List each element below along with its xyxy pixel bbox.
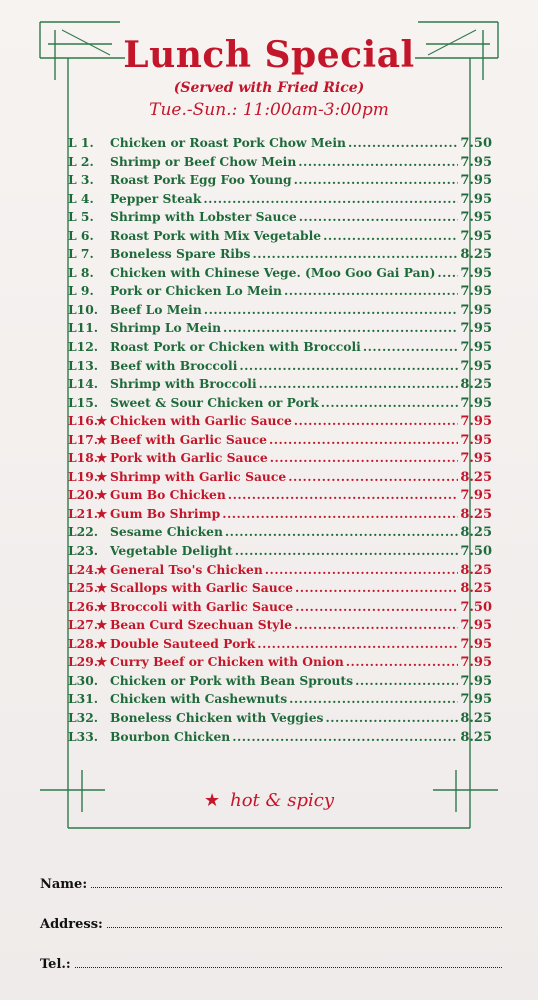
menu-item-name: Sesame Chicken bbox=[110, 524, 223, 540]
menu-item-price: 7.95 bbox=[460, 228, 492, 244]
menu-item-code: L25. bbox=[68, 580, 99, 596]
menu-item-price: 7.95 bbox=[460, 321, 492, 337]
menu-item-name: Scallops with Garlic Sauce bbox=[110, 580, 294, 596]
order-form bbox=[40, 875, 502, 995]
menu-item-name: Roast Pork or Chicken with Broccoli bbox=[110, 339, 361, 355]
menu-item-code: L 5. bbox=[68, 209, 94, 225]
menu-item bbox=[68, 191, 492, 210]
dot-leader bbox=[348, 135, 458, 150]
name-label: Name: bbox=[40, 877, 88, 892]
menu-item-name: Beef with Garlic Sauce bbox=[110, 431, 267, 447]
menu-item-price: 8.25 bbox=[460, 377, 492, 393]
menu-item-code: L27. bbox=[68, 617, 99, 633]
menu-item bbox=[68, 691, 492, 710]
menu-item-name: Beef Lo Mein bbox=[110, 301, 202, 317]
menu-item bbox=[68, 283, 492, 302]
menu-item-name: Pepper Steak bbox=[110, 190, 202, 206]
dot-leader bbox=[270, 450, 458, 465]
menu-item-code: L15. bbox=[68, 394, 99, 410]
menu-item-price: 7.50 bbox=[460, 599, 492, 615]
spicy-star-icon: ★ bbox=[96, 468, 108, 484]
menu-item bbox=[68, 358, 492, 377]
menu-item-name: Broccoli with Garlic Sauce bbox=[110, 598, 294, 614]
menu-item-code: L26. bbox=[68, 598, 99, 614]
dot-leader bbox=[355, 673, 458, 688]
dot-leader bbox=[223, 320, 458, 335]
menu-item-price: 8.25 bbox=[460, 506, 492, 522]
menu-item-price: 7.95 bbox=[460, 655, 492, 671]
menu-item-price: 7.50 bbox=[460, 136, 492, 151]
dot-leader bbox=[294, 172, 458, 187]
address-label: Address: bbox=[40, 917, 103, 932]
menu-item-price: 7.95 bbox=[460, 673, 492, 689]
menu-item bbox=[68, 339, 492, 358]
menu-item-code: L13. bbox=[68, 357, 99, 373]
menu-item-price: 8.25 bbox=[460, 247, 492, 263]
menu-item-code: L29. bbox=[68, 654, 99, 670]
spicy-star-icon: ★ bbox=[96, 505, 108, 521]
spicy-star-icon: ★ bbox=[96, 487, 108, 503]
dot-leader bbox=[225, 524, 458, 539]
dot-leader bbox=[239, 358, 458, 373]
tel-label: Tel.: bbox=[40, 957, 71, 972]
menu-item-code: L18. bbox=[68, 450, 99, 466]
dot-leader bbox=[298, 154, 458, 169]
menu-item-code: L21. bbox=[68, 505, 99, 521]
menu-item bbox=[68, 654, 492, 673]
menu-item-name: Gum Bo Chicken bbox=[110, 487, 226, 503]
menu-item bbox=[68, 580, 492, 599]
menu-item-price: 7.95 bbox=[460, 154, 492, 170]
menu-item-price: 7.95 bbox=[460, 173, 492, 189]
spicy-star-icon: ★ bbox=[96, 635, 108, 651]
menu-item bbox=[68, 172, 492, 191]
dot-leader bbox=[252, 246, 458, 261]
menu-item bbox=[68, 228, 492, 247]
dot-leader bbox=[346, 654, 458, 669]
menu-item-code: L11. bbox=[68, 320, 99, 336]
name-field[interactable] bbox=[91, 875, 502, 888]
menu-item-name: Bean Curd Szechuan Style bbox=[110, 617, 292, 633]
menu-item-name: Beef with Broccoli bbox=[110, 357, 238, 373]
menu-item-name: Pork or Chicken Lo Mein bbox=[110, 283, 282, 299]
menu-item bbox=[68, 413, 492, 432]
menu-item-price: 7.95 bbox=[460, 340, 492, 356]
menu-item-price: 8.25 bbox=[460, 729, 492, 745]
menu-item-name: Shrimp with Garlic Sauce bbox=[110, 468, 287, 484]
menu-item-price: 7.95 bbox=[460, 210, 492, 226]
dot-leader bbox=[232, 729, 458, 744]
address-field[interactable] bbox=[107, 915, 502, 928]
spicy-star-icon: ★ bbox=[96, 450, 108, 466]
menu-item-name: Pork with Garlic Sauce bbox=[110, 450, 268, 466]
menu-item-price: 7.95 bbox=[460, 636, 492, 652]
menu-item-code: L23. bbox=[68, 543, 99, 559]
dot-leader bbox=[295, 580, 458, 595]
spicy-star-icon: ★ bbox=[96, 561, 108, 577]
dot-leader bbox=[222, 506, 458, 521]
menu-item-price: 7.95 bbox=[460, 358, 492, 374]
menu-item bbox=[68, 710, 492, 729]
menu-item-price: 7.95 bbox=[460, 618, 492, 634]
dot-leader bbox=[323, 228, 458, 243]
spicy-legend bbox=[0, 790, 538, 811]
menu-item-code: L20. bbox=[68, 487, 99, 503]
dot-leader bbox=[294, 617, 458, 632]
menu-item bbox=[68, 432, 492, 451]
menu-item-code: L32. bbox=[68, 709, 99, 725]
menu-item-code: L 6. bbox=[68, 227, 94, 243]
spicy-star-icon: ★ bbox=[96, 580, 108, 596]
menu-item-code: L 7. bbox=[68, 246, 94, 262]
menu-item-code: L 1. bbox=[68, 135, 94, 150]
menu-item-price: 7.95 bbox=[460, 414, 492, 430]
menu-item-name: Double Sauteed Pork bbox=[110, 635, 256, 651]
menu-item bbox=[68, 209, 492, 228]
menu-item bbox=[68, 729, 492, 748]
menu-item-name: Gum Bo Shrimp bbox=[110, 505, 221, 521]
menu-item bbox=[68, 265, 492, 284]
menu-title: Lunch Special bbox=[123, 34, 415, 76]
menu-item-name: Shrimp with Lobster Sauce bbox=[110, 209, 297, 225]
menu-item-name: Chicken or Roast Pork Chow Mein bbox=[110, 135, 346, 150]
menu-item-name: General Tso's Chicken bbox=[110, 561, 263, 577]
menu-item bbox=[68, 543, 492, 562]
dot-leader bbox=[228, 487, 458, 502]
menu-item-price: 7.95 bbox=[460, 692, 492, 708]
tel-row bbox=[40, 955, 502, 995]
tel-field[interactable] bbox=[75, 955, 502, 968]
menu-item-name: Shrimp Lo Mein bbox=[110, 320, 222, 336]
address-row bbox=[40, 915, 502, 955]
menu-item-price: 7.50 bbox=[460, 544, 492, 560]
menu-item-code: L19. bbox=[68, 468, 99, 484]
menu-item bbox=[68, 487, 492, 506]
menu-item bbox=[68, 617, 492, 636]
menu-item-code: L30. bbox=[68, 672, 99, 688]
spicy-star-icon: ★ bbox=[96, 413, 108, 429]
menu-item-price: 7.95 bbox=[460, 432, 492, 448]
menu-item-code: L31. bbox=[68, 691, 99, 707]
spicy-star-icon: ★ bbox=[96, 617, 108, 633]
menu-item-name: Sweet & Sour Chicken or Pork bbox=[110, 394, 319, 410]
menu-item bbox=[68, 506, 492, 525]
menu-item-price: 8.25 bbox=[460, 525, 492, 541]
menu-subtitle: (Served with Fried Rice) bbox=[173, 80, 365, 96]
dot-leader bbox=[363, 339, 458, 354]
name-row bbox=[40, 875, 502, 915]
menu-item bbox=[68, 246, 492, 265]
menu-item-name: Chicken with Cashewnuts bbox=[110, 691, 288, 707]
menu-item-name: Roast Pork with Mix Vegetable bbox=[110, 227, 322, 243]
menu-item-code: L 4. bbox=[68, 190, 94, 206]
hot-spicy-star-icon: ★ bbox=[203, 790, 221, 811]
menu-item-price: 7.95 bbox=[460, 451, 492, 467]
spicy-star-icon: ★ bbox=[96, 431, 108, 447]
menu-item-price: 7.95 bbox=[460, 284, 492, 300]
menu-item-code: L33. bbox=[68, 728, 99, 744]
dot-leader bbox=[299, 209, 458, 224]
menu-item-name: Vegetable Delight bbox=[110, 543, 233, 559]
menu-item bbox=[68, 599, 492, 618]
menu-item bbox=[68, 636, 492, 655]
dot-leader bbox=[288, 469, 458, 484]
dot-leader bbox=[235, 543, 458, 558]
dot-leader bbox=[257, 636, 458, 651]
dot-leader bbox=[294, 413, 458, 428]
menu-item bbox=[68, 524, 492, 543]
dot-leader bbox=[321, 395, 458, 410]
menu-item-price: 7.95 bbox=[460, 265, 492, 281]
dot-leader bbox=[259, 376, 458, 391]
service-hours: Tue.-Sun.: 11:00am-3:00pm bbox=[149, 100, 389, 120]
menu-item-name: Chicken or Pork with Bean Sprouts bbox=[110, 672, 354, 688]
menu-item-name: Bourbon Chicken bbox=[110, 728, 231, 744]
menu-item-price: 8.25 bbox=[460, 710, 492, 726]
menu-item-code: L24. bbox=[68, 561, 99, 577]
menu-item bbox=[68, 562, 492, 581]
menu-item bbox=[68, 320, 492, 339]
spicy-star-icon: ★ bbox=[96, 654, 108, 670]
lunch-menu-list bbox=[68, 135, 492, 747]
menu-item bbox=[68, 135, 492, 154]
menu-item-code: L14. bbox=[68, 376, 99, 392]
menu-item-code: L 8. bbox=[68, 264, 94, 280]
menu-item-code: L22. bbox=[68, 524, 99, 540]
menu-item-price: 7.95 bbox=[460, 488, 492, 504]
menu-item-code: L16. bbox=[68, 413, 99, 429]
spicy-star-icon: ★ bbox=[96, 598, 108, 614]
menu-item bbox=[68, 376, 492, 395]
menu-item-code: L 2. bbox=[68, 153, 94, 169]
menu-item bbox=[68, 395, 492, 414]
menu-item bbox=[68, 154, 492, 173]
menu-item-name: Chicken with Chinese Vege. (Moo Goo Gai Pan) bbox=[110, 264, 436, 280]
dot-leader bbox=[265, 562, 458, 577]
menu-item-name: Boneless Spare Ribs bbox=[110, 246, 251, 262]
dot-leader bbox=[325, 710, 458, 725]
menu-item-code: L 3. bbox=[68, 172, 94, 188]
dot-leader bbox=[204, 302, 458, 317]
menu-item-price: 8.25 bbox=[460, 581, 492, 597]
dot-leader bbox=[289, 691, 458, 706]
menu-item-code: L 9. bbox=[68, 283, 94, 299]
dot-leader bbox=[437, 265, 458, 280]
dot-leader bbox=[203, 191, 458, 206]
dot-leader bbox=[284, 283, 458, 298]
dot-leader bbox=[269, 432, 458, 447]
menu-item-code: L12. bbox=[68, 339, 99, 355]
menu-item bbox=[68, 450, 492, 469]
menu-item-price: 8.25 bbox=[460, 562, 492, 578]
menu-item-code: L28. bbox=[68, 635, 99, 651]
menu-item-name: Shrimp with Broccoli bbox=[110, 376, 257, 392]
menu-item bbox=[68, 302, 492, 321]
menu-item-price: 8.25 bbox=[460, 469, 492, 485]
menu-item-name: Shrimp or Beef Chow Mein bbox=[110, 153, 297, 169]
menu-item-name: Roast Pork Egg Foo Young bbox=[110, 172, 292, 188]
menu-item-code: L17. bbox=[68, 431, 99, 447]
menu-item-name: Chicken with Garlic Sauce bbox=[110, 413, 292, 429]
menu-item-code: L10. bbox=[68, 301, 99, 317]
menu-item-price: 7.95 bbox=[460, 302, 492, 318]
menu-item bbox=[68, 673, 492, 692]
legend-text: hot & spicy bbox=[230, 790, 335, 811]
menu-item-name: Curry Beef or Chicken with Onion bbox=[110, 654, 344, 670]
menu-item-price: 7.95 bbox=[460, 191, 492, 207]
dot-leader bbox=[295, 599, 458, 614]
menu-item-name: Boneless Chicken with Veggies bbox=[110, 709, 324, 725]
menu-item bbox=[68, 469, 492, 488]
menu-item-price: 7.95 bbox=[460, 395, 492, 411]
